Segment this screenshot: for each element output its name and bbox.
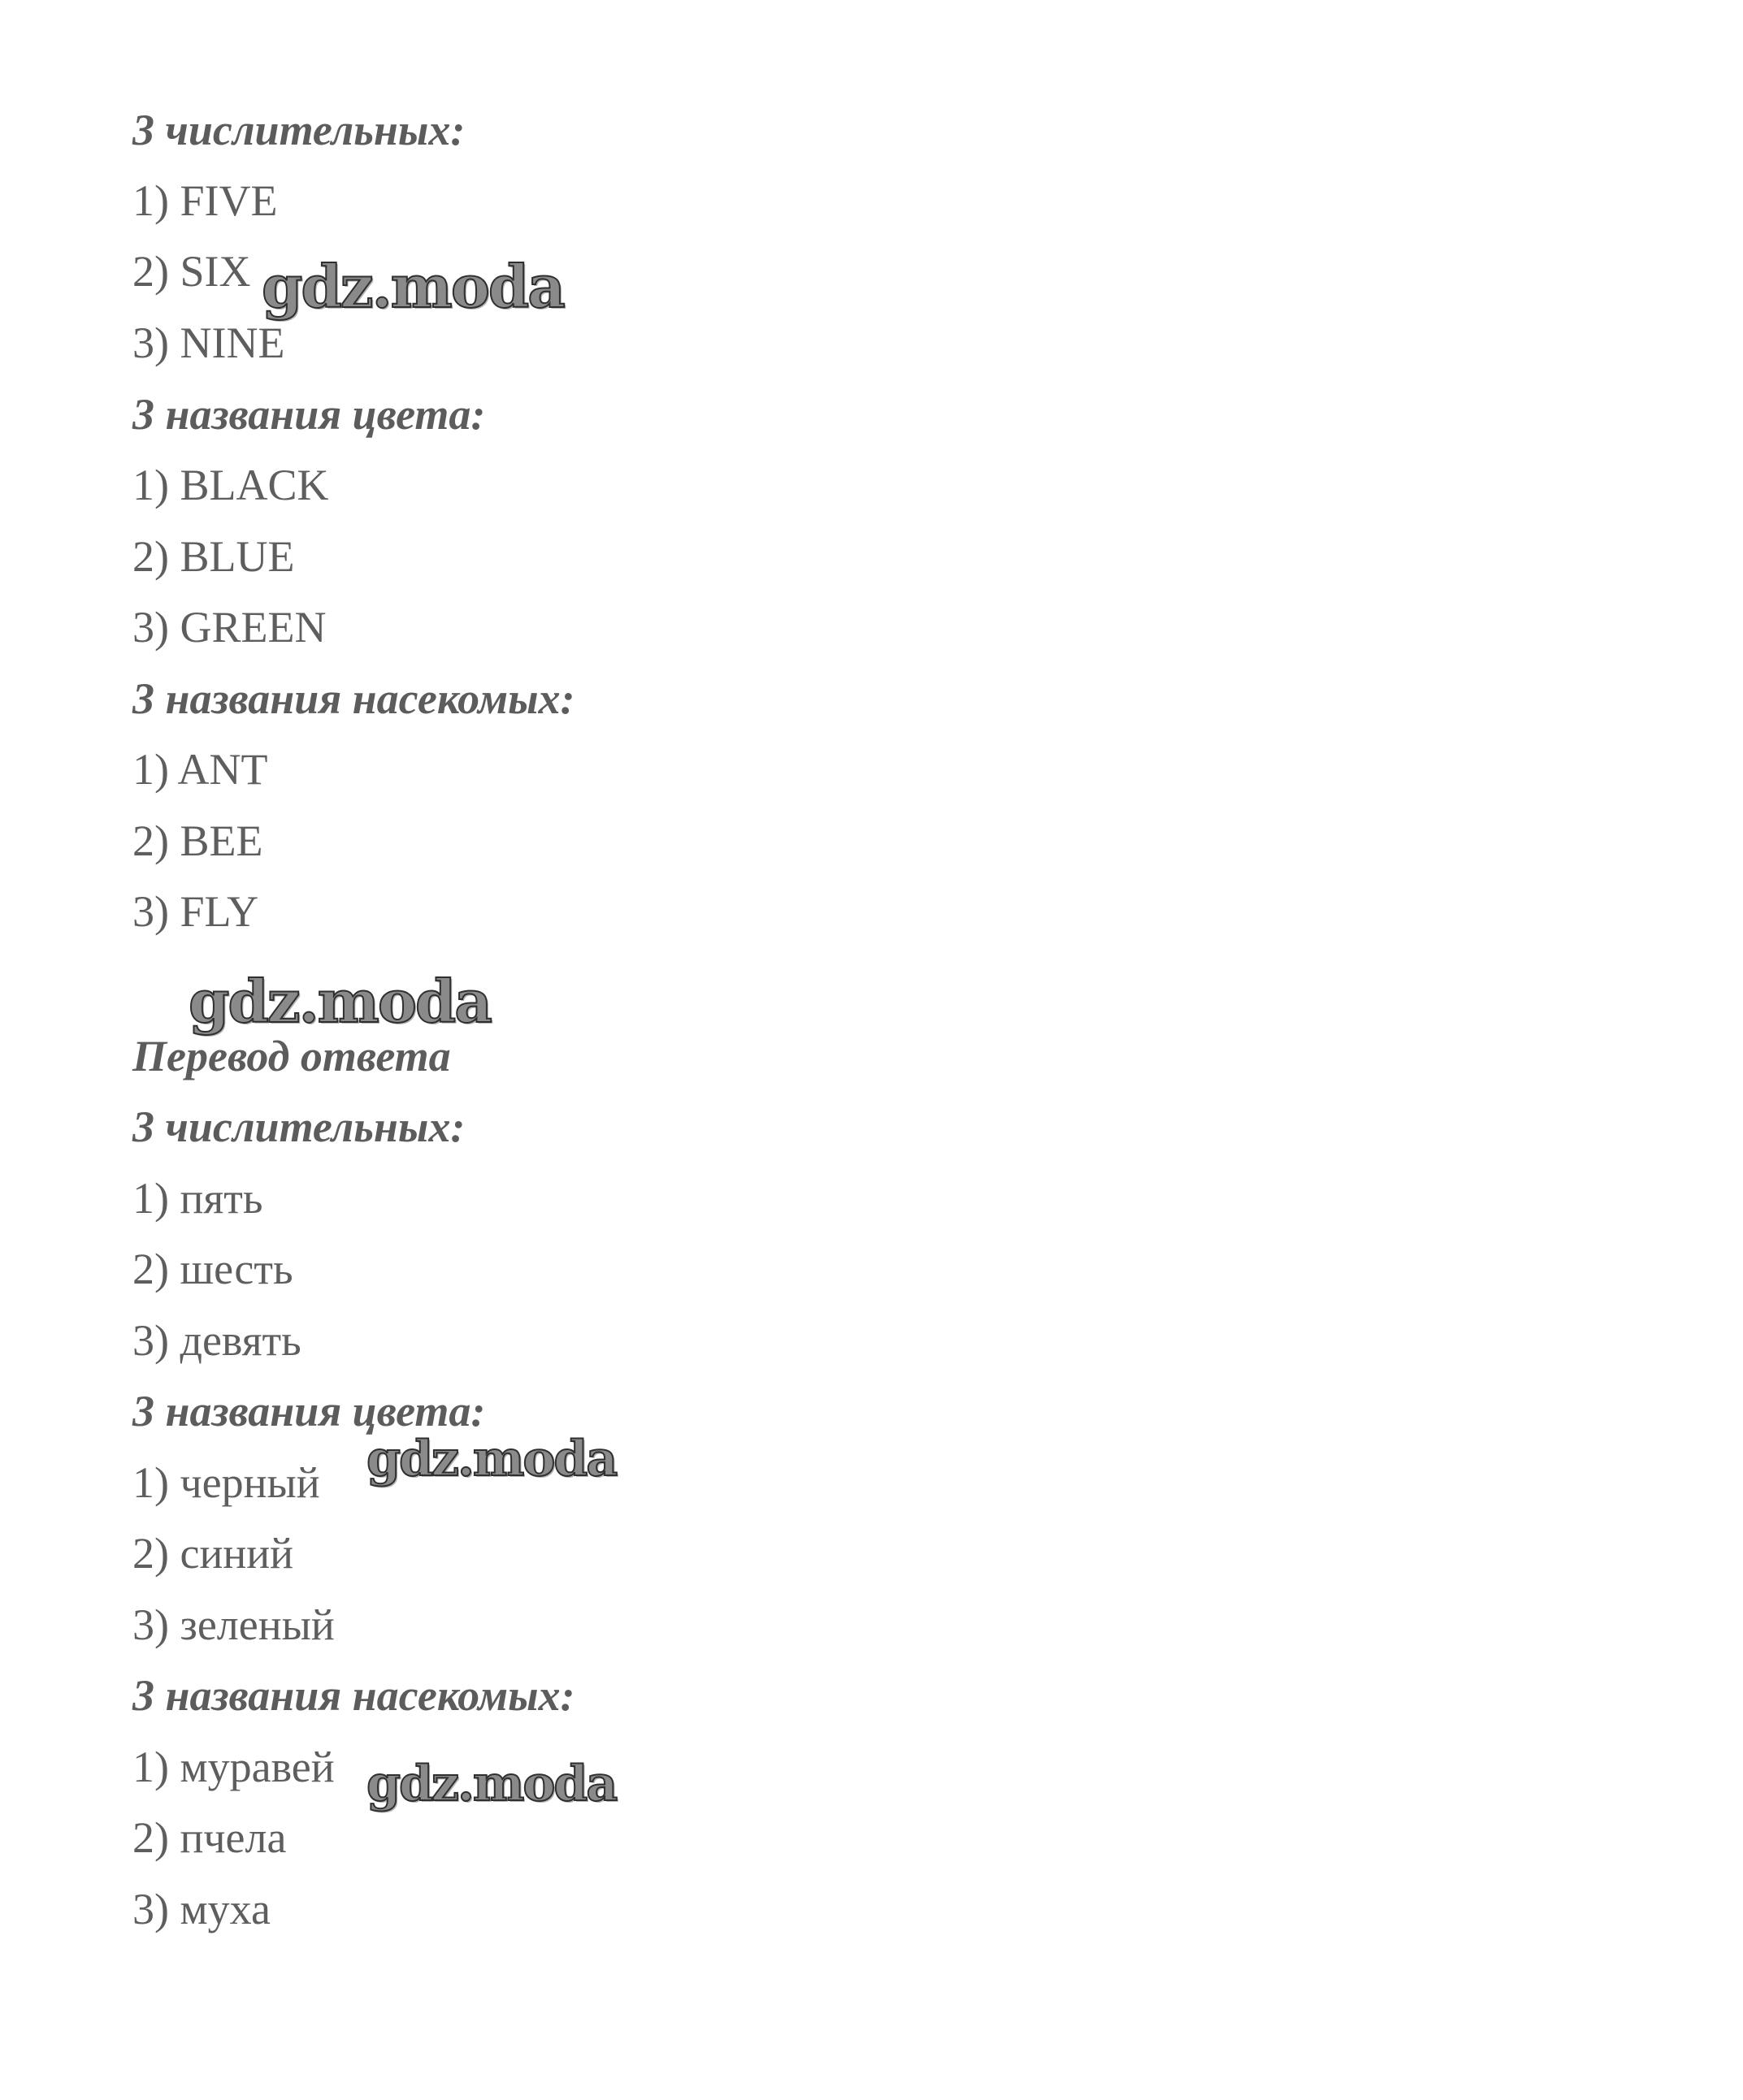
list-item: 3) зеленый	[132, 1600, 335, 1649]
numerals-heading: 3 числительных:	[132, 1102, 466, 1151]
list-item: 2) шесть	[132, 1245, 293, 1293]
list-item: 3) девять	[132, 1316, 301, 1365]
watermark: gdz.moda	[366, 1756, 617, 1812]
list-item: 2) пчела	[132, 1813, 287, 1862]
list-item: 1) BLACK	[132, 461, 329, 509]
numerals-heading: 3 числительных:	[132, 106, 466, 154]
list-item: 2) BLUE	[132, 532, 295, 581]
list-item: 3) GREEN	[132, 603, 327, 652]
list-item: 1) ANT	[132, 745, 268, 794]
list-item: 3) муха	[132, 1885, 271, 1933]
translation-title: Перевод ответа	[132, 1032, 451, 1080]
list-item: 1) черный	[132, 1458, 320, 1507]
list-item: 2) синий	[132, 1529, 294, 1578]
list-item: 2) BEE	[132, 816, 263, 865]
insects-heading: 3 названия насекомых:	[132, 674, 575, 723]
list-item: 3) FLY	[132, 887, 259, 936]
watermark: gdz.moda	[366, 1431, 617, 1487]
list-item: 3) NINE	[132, 318, 285, 367]
list-item: 1) муравей	[132, 1743, 335, 1791]
list-item: 1) FIVE	[132, 176, 278, 225]
watermark: gdz.moda	[189, 967, 491, 1036]
list-item: 1) пять	[132, 1174, 263, 1223]
colors-heading: 3 названия цвета:	[132, 390, 486, 439]
watermark: gdz.moda	[262, 252, 564, 321]
insects-heading: 3 названия насекомых:	[132, 1671, 575, 1720]
list-item: 2) SIX	[132, 247, 251, 296]
colors-heading: 3 названия цвета:	[132, 1387, 486, 1435]
